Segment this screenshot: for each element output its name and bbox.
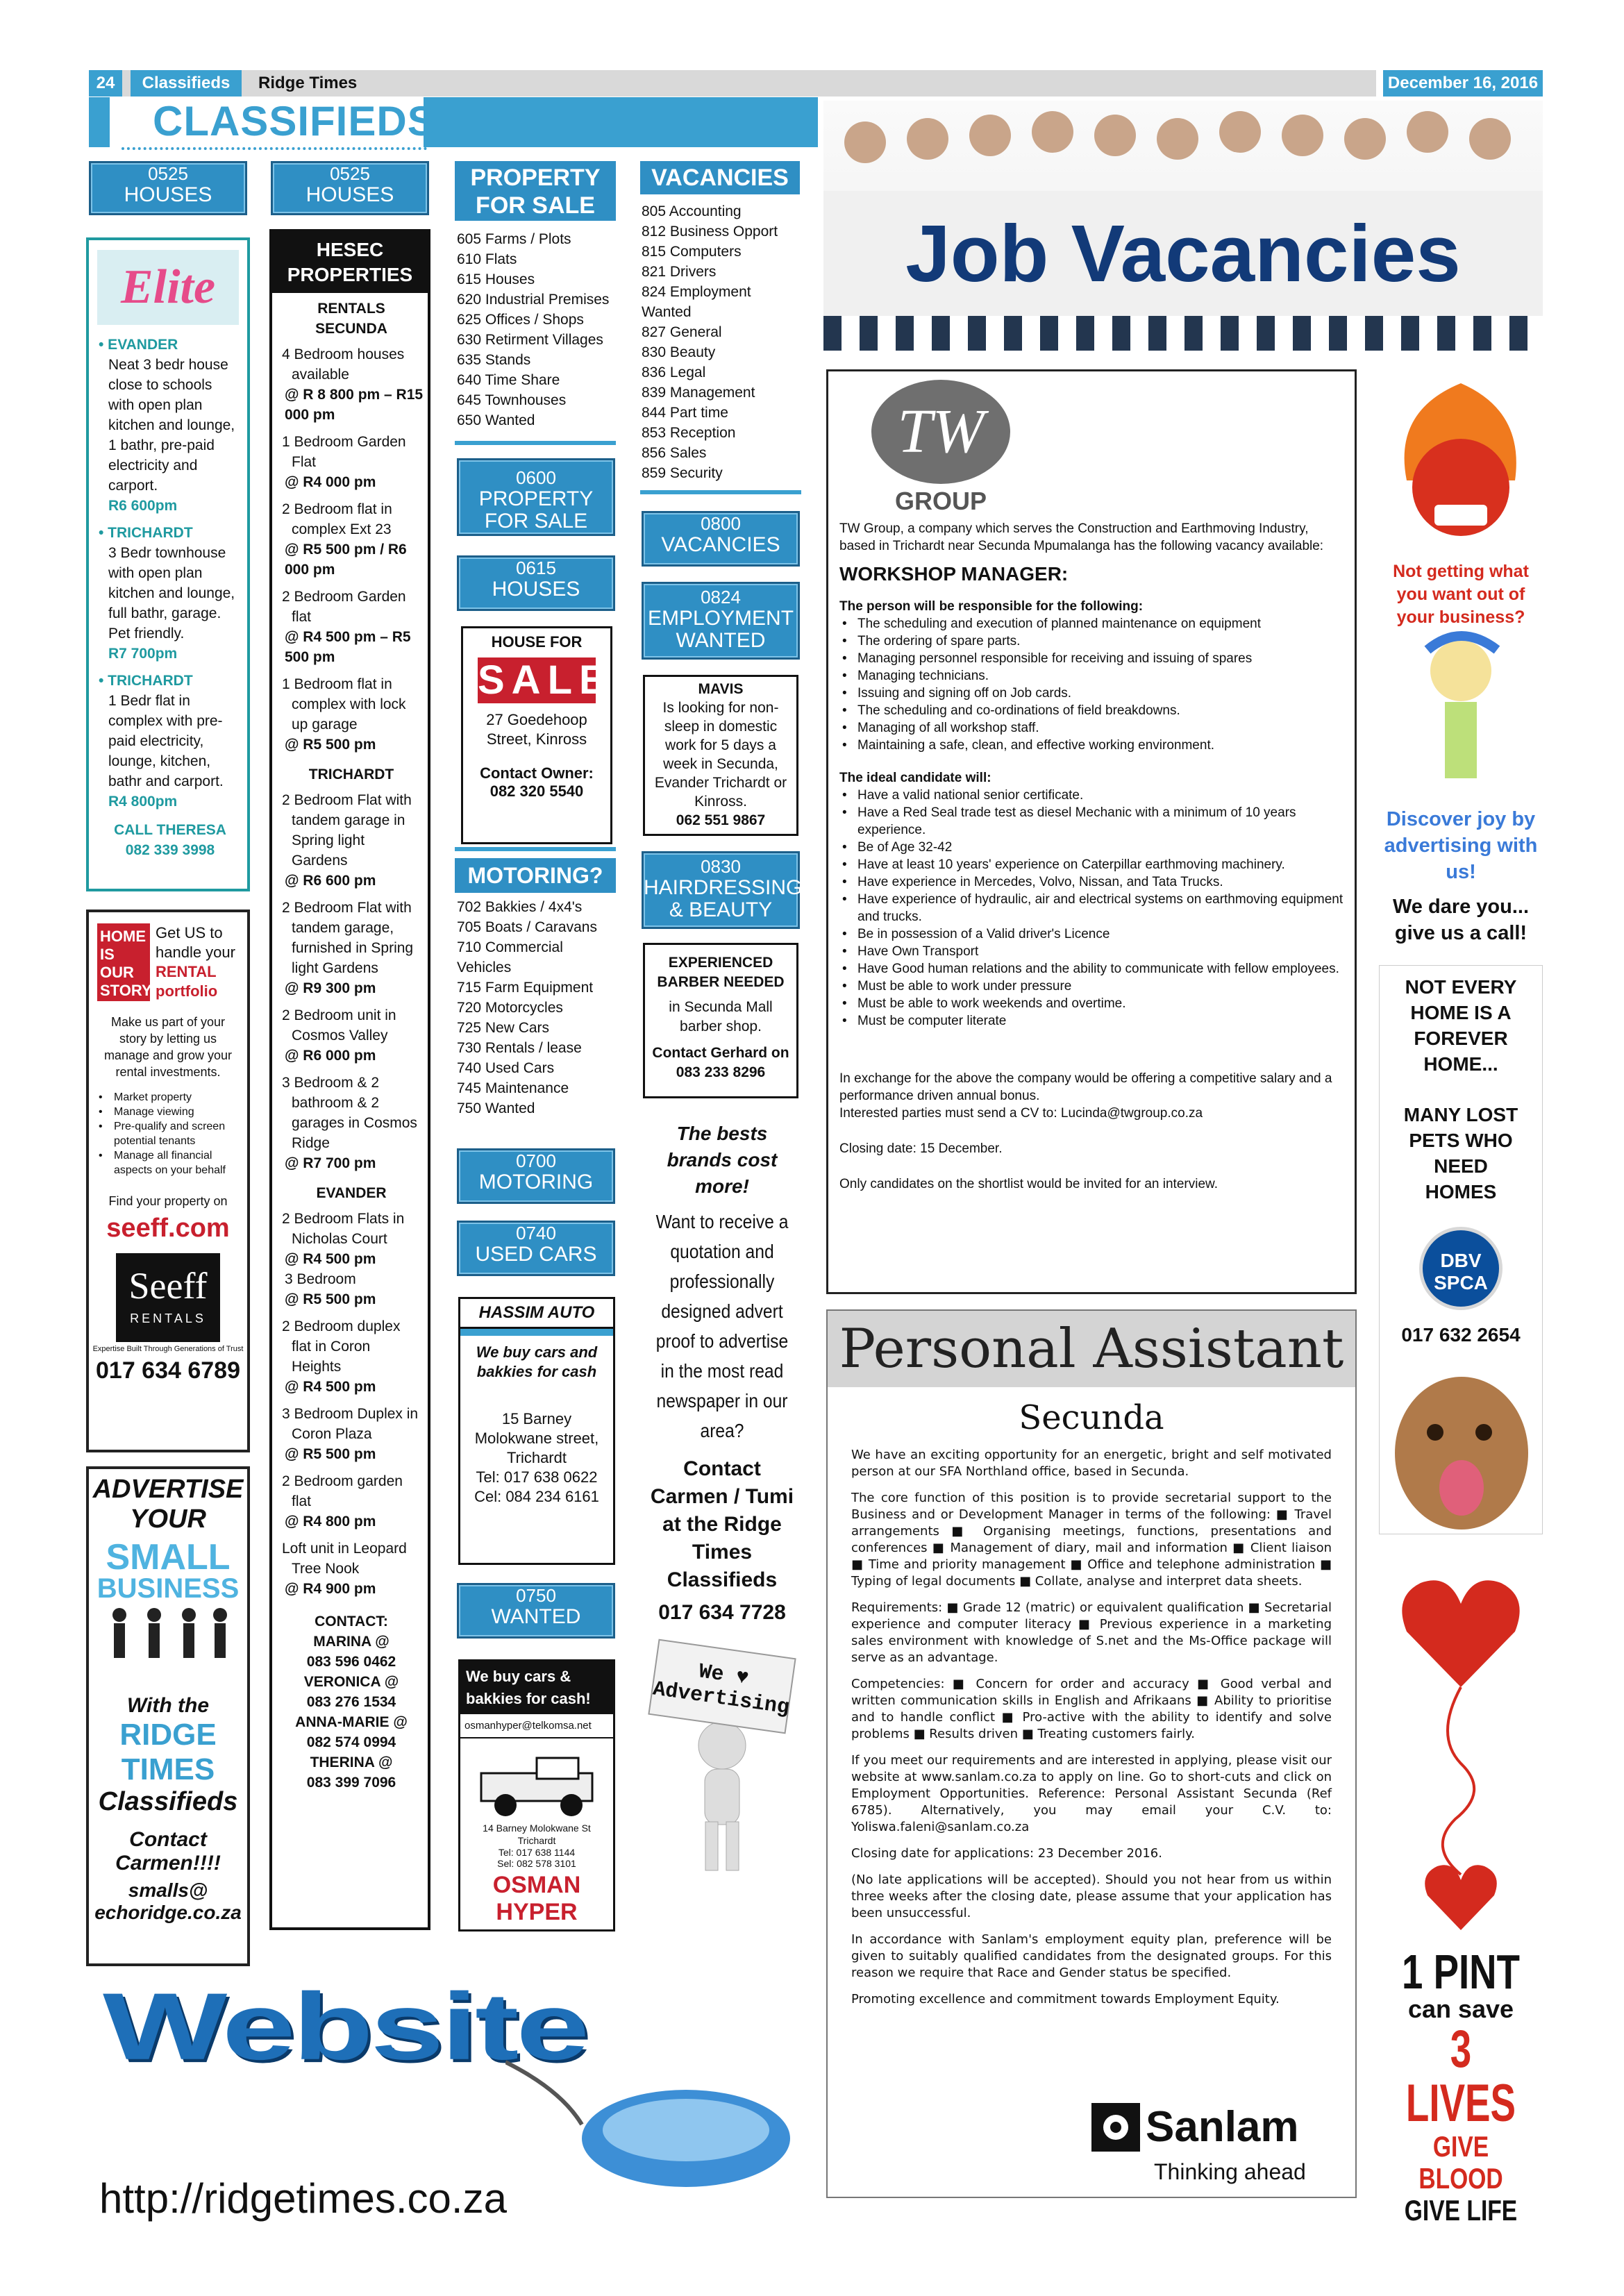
blood-pint: 1 PINT: [1402, 1945, 1520, 1999]
pa-paragraph: The core function of this position is to provide secretarial support to the Business and or Development Manager in terms of the following: ■ Travel arrangements ■ Organising meetings, functions, presentations and conferences ■ Management of diary, mail and information ■ Client liaison ■ Time and priority management ■ Office and telephone administration ■ Typing of legal documents ■ Collate, analyse and interpret data sheets.: [851, 1491, 1332, 1589]
trichardt-heading: TRICHARDT: [308, 766, 394, 782]
give-blood: GIVE BLOOD: [1418, 2130, 1503, 2195]
seeff-tagline: Expertise Built Through Generations of Trust: [92, 1345, 244, 1353]
website-word: Website: [103, 1973, 587, 2080]
separator: [640, 490, 801, 494]
pa-location: Secunda: [1019, 1398, 1164, 1437]
personal-assistant-ad: [826, 1309, 1357, 2198]
hesec-title: HESEC PROPERTIES: [272, 232, 428, 293]
title-underline: [122, 147, 427, 150]
ad-paper: RIDGE TIMES: [119, 1718, 217, 1786]
spca-text: MANY LOST PETS WHO NEED HOMES: [1403, 1104, 1518, 1203]
hassim-tel[interactable]: Tel: 017 638 0622: [476, 1468, 598, 1486]
listing-area: • TRICHARDT: [99, 673, 193, 689]
secunda-heading: SECUNDA: [315, 321, 387, 337]
separator: [455, 847, 616, 851]
tw-offer: In exchange for the above the company would be offering a competitive salary and a performance driven annual bonus.: [839, 1071, 1332, 1103]
listing: 3 Bedroom Duplex in Coron Plaza @ R5 500 pm: [282, 1406, 419, 1462]
listing: 2 Bedroom Flat with tandem garage in Spring light Gardens @ R6 600 pm: [282, 792, 412, 889]
tw-logo: TW GROUP: [864, 380, 1017, 516]
tw-cv[interactable]: Interested parties must send a CV to: Lucinda@twgroup.co.za: [839, 1106, 1203, 1121]
elite-logo: Elite: [97, 250, 239, 325]
used-cars-box[interactable]: 0740 USED CARS: [457, 1221, 615, 1276]
wanted-box[interactable]: 0750 WANTED: [457, 1583, 615, 1639]
listing-desc: 1 Bedr flat in complex with pre-paid electricity, lounge, kitchen, bathr and carport.: [108, 693, 224, 789]
section-tab[interactable]: Classifieds: [131, 70, 242, 97]
website-ad: [89, 1944, 811, 2222]
listing: 2 Bedroom Garden flat @ R4 500 pm – R5 500 pm: [282, 589, 411, 665]
spca-ad: [1379, 965, 1543, 1534]
angry-character-icon: [1379, 369, 1543, 557]
business-figures: SMALL BUSINESS: [89, 1534, 247, 1673]
pa-title: Personal Assistant: [828, 1311, 1355, 1387]
bakkie-icon: [467, 1745, 606, 1822]
listing: 1 Bedroom Garden Flat @ R4 000 pm: [282, 434, 406, 490]
job-vacancies-title: Job Vacancies: [905, 208, 1461, 299]
listing: 2 Bedroom Flats in Nicholas Court @ R4 500 pm 3 Bedroom @ R5 500 pm: [282, 1211, 405, 1307]
listing-price: R6 600pm: [108, 498, 178, 514]
barber-ad: EXPERIENCED BARBER NEEDED in Secunda Mall barber shop. Contact Gerhard on 083 233 8296: [643, 943, 798, 1098]
pa-paragraph: In accordance with Sanlam's employment equity plan, preference will be given to suitably qualified candidates from the designated groups. For this reason we require that Race and Gender status be specified.: [851, 1932, 1332, 1980]
responsibilities-list: • The scheduling and execution of planned maintenance on equipment • The ordering of spare parts. • Managing personnel responsible for receiving and issuing of spares • Managing technicians. • Issuing and signing off on Job cards. • The scheduling and co-ordinations of field breakdowns. • Managing of all workshop staff. • Maintaining a safe, clean, and effective working environment.: [839, 615, 1343, 754]
listing: 2 Bedroom duplex flat in Coron Heights @ R4 500 pm: [282, 1318, 401, 1395]
give-life: GIVE LIFE: [1404, 2194, 1518, 2227]
classifieds-accent: [89, 97, 110, 147]
blood-lives: 3 LIVES: [1405, 2020, 1516, 2133]
blood-donation-ad: [1379, 1555, 1543, 2227]
tw-group-ad: [826, 369, 1357, 1294]
vacancies-heading: VACANCIES: [640, 161, 800, 194]
ideal-heading: The ideal candidate will:: [839, 771, 991, 785]
blood-heart-icon: [1379, 1555, 1543, 1944]
separator: [455, 441, 616, 445]
listing: 2 Bedroom Flat with tandem garage, furnished in Spring light Gardens @ R9 300 pm: [282, 900, 414, 996]
job-vacancies-banner: [823, 101, 1543, 351]
rentals-heading: RENTALS: [317, 301, 385, 317]
hassim-cel[interactable]: Cel: 084 234 6161: [474, 1488, 599, 1505]
hassim-auto-ad: HASSIM AUTO We buy cars and bakkies for cash 15 Barney Molokwane street, Trichardt Tel: 017 638 0622 Cel: 084 234 6161: [458, 1297, 615, 1565]
seeff-get-us: Get US to handle your: [156, 924, 235, 961]
tw-closing: Closing date: 15 December.: [839, 1141, 1003, 1156]
listing: 4 Bedroom houses available @ R 8 800 pm – R15 000 pm: [282, 346, 424, 423]
ad-email: echoridge.co.za: [94, 1902, 242, 1923]
listing: Loft unit in Leopard Tree Nook @ R4 900 pm: [282, 1541, 407, 1597]
pa-paragraph: Requirements: ■ Grade 12 (matric) or equivalent qualification ■ Secretarial experience and computer literacy ■ Previous experience in a marketing sales environment with knowledge of S.net and the Ms-Office package will serve as an advantage.: [851, 1600, 1332, 1665]
houses-box-2[interactable]: 0525 HOUSES: [271, 161, 429, 215]
listing: 3 Bedroom & 2 bathroom & 2 garages in Cosmos Ridge @ R7 700 pm: [282, 1075, 417, 1171]
listing-desc: 3 Bedr townhouse with open plan kitchen and lounge, full bathr, garage. Pet friendly.: [108, 545, 235, 642]
home-story-badge: HOME IS OUR STORY: [97, 923, 150, 1001]
classifieds-title: CLASSIFIEDS: [153, 98, 436, 144]
ad-contact: Contact Carmen!!!!: [115, 1828, 221, 1875]
blood-can-save: can save: [1407, 1995, 1514, 2023]
seeff-site[interactable]: seeff.com: [106, 1214, 230, 1243]
ad-line: ADVERTISE: [92, 1475, 244, 1504]
listing-area: • TRICHARDT: [99, 525, 193, 541]
seeff-bullets: • Market property • Manage viewing • Pre-qualify and screen potential tenants • Manage all financial aspects on your behalf: [89, 1087, 247, 1178]
computer-mouse-icon: [505, 2048, 797, 2201]
sanlam-logo: Sanlam: [1091, 2102, 1299, 2152]
paper-name: Ridge Times: [258, 74, 358, 92]
responsibilities-heading: The person will be responsible for the following:: [839, 599, 1144, 614]
ridge-times-promo: The bests brands cost more! Want to receive a quotation and professionally designed advert proof to advertise in the most read newspaper in our area? Contact Carmen / Tumi at the Ridge Times Classifieds 017 634 7728 We ♥ Advertising: [646, 1121, 798, 1881]
property-for-sale-heading: PROPERTY FOR SALE: [455, 161, 616, 221]
sale-sign: SALE: [478, 657, 613, 703]
ad-line: YOUR: [130, 1505, 206, 1534]
sanlam-emblem-icon: [1091, 2103, 1140, 2152]
house-for-sale-ad: HOUSE FOR SALE 27 Goedehoop Street, Kinross Contact Owner: 082 320 5540: [461, 626, 612, 844]
seeff-logo: Seeff RENTALS: [116, 1253, 220, 1342]
website-url[interactable]: http://ridgetimes.co.za: [99, 2175, 507, 2222]
hesec-ad: [269, 229, 430, 1930]
seeff-intro: Make us part of your story by letting us manage and grow your rental investments.: [103, 1015, 233, 1079]
page-number: 24: [89, 70, 122, 97]
listing: 2 Bedroom unit in Cosmos Valley @ R6 000 pm: [282, 1007, 396, 1064]
owner-phone[interactable]: 082 320 5540: [489, 782, 584, 800]
employment-wanted-box[interactable]: 0824 EMPLOYMENT WANTED: [642, 582, 800, 660]
listing: 1 Bedroom flat in complex with lock up garage @ R5 500 pm: [282, 676, 406, 753]
spca-text: NOT EVERY HOME IS A FOREVER HOME...: [1405, 976, 1517, 1075]
ideal-list: • Have a valid national senior certificate. • Have a Red Seal trade test as diesel Mechanic with a minimum of 10 years experience. • Be of Age 32-42 • Have at least 10 years' experience on Caterpillar earthmoving machinery. • Have experience in Mercedes, Volvo, Nissan, and Tata Trucks. • Have experience of hydraulic, air and electrical systems on earthmoving equipment and trucks. • Be in possession of a Valid driver's Licence • Have Own Transport • Have Good human relations and the ability to communicate with fellow employees. • Must be able to work under pressure • Must be able to work weekends and overtime. • Must be computer literate: [839, 787, 1343, 1030]
ad-email: smalls@: [128, 1879, 208, 1901]
tw-shortlist: Only candidates on the shortlist would be invited for an interview.: [839, 1177, 1218, 1191]
pa-paragraph: If you meet our requirements and are interested in applying, please visit our website at www.sanlam.co.za to apply on line. Go to short-cuts and click on Employment Opportunities. Reference: Personal Assistant Secunda (Ref 6785). Alternatively, you may email your C.V. to: Yoliswa.faleni@sanlam.co.za: [851, 1753, 1332, 1834]
seeff-phone[interactable]: 017 634 6789: [96, 1357, 240, 1384]
tw-intro: TW Group, a company which serves the Construction and Earthmoving Industry, based in Trichardt near Secunda Mpumalanga has the following vacancy available:: [839, 521, 1324, 553]
property-categories: 605 Farms / Plots 610 Flats 615 Houses 620 Industrial Premises 625 Offices / Shops 630 Retirment Villages 635 Stands 640 Time Share 645 Townhouses 650 Wanted: [457, 231, 610, 428]
seeff-rental: RENTAL portfolio: [156, 963, 218, 1000]
hairdressing-box[interactable]: 0830 HAIRDRESSING & BEAUTY: [642, 851, 800, 929]
listing-price: R7 700pm: [108, 646, 178, 662]
mavis-ad: MAVIS Is looking for non-sleep in domestic work for 5 days a week in Secunda, Evander Trichardt or Kinross. 062 551 9867: [643, 675, 798, 836]
pa-paragraph: (No late applications will be accepted). Should you not hear from us within three weeks after the closing date, please assume that your application has been unsuccessful.: [851, 1872, 1332, 1920]
pa-paragraph: Competencies: ■ Concern for order and accuracy ■ Good verbal and written communication skills in English and Afrikaans ■ Ability to prioritise and to handle conflict ■ Pro-active with the ability to identify and solve problems ■ Results driven ■ Treating customers fairly.: [851, 1677, 1332, 1741]
elite-call: CALL THERESA: [114, 822, 226, 838]
ad-classifieds: Classifieds: [98, 1787, 238, 1816]
ad-with: With the: [126, 1694, 210, 1717]
advertising-sign: We ♥ Advertising: [648, 1639, 796, 1734]
vacancy-categories: 805 Accounting 812 Business Opport 815 Computers 821 Drivers 824 Employment Wanted 827 General 830 Beauty 836 Legal 839 Management 844 Part time 853 Reception 856 Sales 859 Security: [642, 203, 778, 481]
mavis-phone[interactable]: 062 551 9867: [676, 812, 766, 828]
houses-box-1[interactable]: 0525 HOUSES: [89, 161, 247, 215]
dare-tagline: We dare you... give us a call!: [1392, 896, 1530, 944]
elite-phone[interactable]: 082 339 3998: [125, 842, 215, 858]
listing-price: R4 800pm: [108, 794, 178, 810]
spca-logo: DBV SPCA: [1419, 1227, 1502, 1310]
person-holding-sign-icon: [667, 1718, 778, 1877]
seeff-find: Find your property on: [108, 1194, 228, 1208]
pa-paragraph: Closing date for applications: 23 December 2016.: [851, 1846, 1162, 1861]
dog-icon: [1380, 1356, 1543, 1543]
osman-email[interactable]: osmanhyper@telkomsa.net: [460, 1714, 613, 1738]
evander-heading: EVANDER: [316, 1185, 387, 1201]
pa-paragraph: We have an exciting opportunity for an energetic, bright and self motivated person at our SFA Northland office, based in Secunda.: [851, 1448, 1332, 1479]
contacts: CONTACT: MARINA @ 083 596 0462 VERONICA @ 083 276 1534 ANNA-MARIE @ 082 574 0994 THERINA @ 083 399 7096: [295, 1614, 408, 1791]
houses-box-3[interactable]: 0615 HOUSES: [457, 555, 615, 611]
osman-hyper-ad: We buy cars & bakkies for cash! osmanhyper@telkomsa.net 14 Barney Molokwane St Trichardt Tel: 017 638 1144 Sel: 082 578 3101 OSMAN HYPER: [458, 1659, 615, 1932]
crowd-legs: [823, 316, 1543, 351]
people-crowd-icon: [823, 101, 1543, 205]
joy-tagline: Discover joy by advertising with us!: [1384, 808, 1538, 883]
listing-desc: Neat 3 bedr house close to schools with open plan kitchen and lounge, 1 bathr, pre-paid electricity and carport.: [108, 357, 235, 494]
tw-job-title: WORKSHOP MANAGER:: [839, 563, 1069, 585]
elite-ad: [86, 237, 250, 891]
issue-date: December 16, 2016: [1383, 70, 1543, 97]
vacancies-box[interactable]: 0800 VACANCIES: [642, 511, 800, 567]
angry-tagline: Not getting what you want out of your business?: [1393, 562, 1529, 627]
motoring-heading: MOTORING?: [455, 858, 616, 893]
property-for-sale-box[interactable]: 0600 PROPERTY FOR SALE: [457, 458, 615, 536]
barber-contact[interactable]: Contact Gerhard on 083 233 8296: [652, 1045, 789, 1080]
joy-character-icon: [1379, 629, 1543, 803]
listing-area: • EVANDER: [99, 337, 178, 353]
sanlam-tagline: Thinking ahead: [1154, 2159, 1306, 2184]
listing: 2 Bedroom garden flat @ R4 800 pm: [282, 1473, 403, 1530]
pa-paragraph: Promoting excellence and commitment towards Employment Equity.: [851, 1992, 1280, 2006]
promo-phone[interactable]: 017 634 7728: [658, 1601, 786, 1624]
spca-phone[interactable]: 017 632 2654: [1401, 1324, 1521, 1346]
listing: 2 Bedroom flat in complex Ext 23 @ R5 500 pm / R6 000 pm: [282, 501, 407, 578]
seeff-ad: [86, 910, 250, 1452]
motoring-box[interactable]: 0700 MOTORING: [457, 1148, 615, 1204]
people-icon: [99, 1607, 237, 1662]
motoring-categories: 702 Bakkies / 4x4's 705 Boats / Caravans 710 Commercial Vehicles 715 Farm Equipment 720 Motorcycles 725 New Cars 730 Rentals / lease 740 Used Cars 745 Maintenance 750 Wanted: [457, 899, 597, 1116]
small-business-ad: [86, 1466, 250, 1966]
